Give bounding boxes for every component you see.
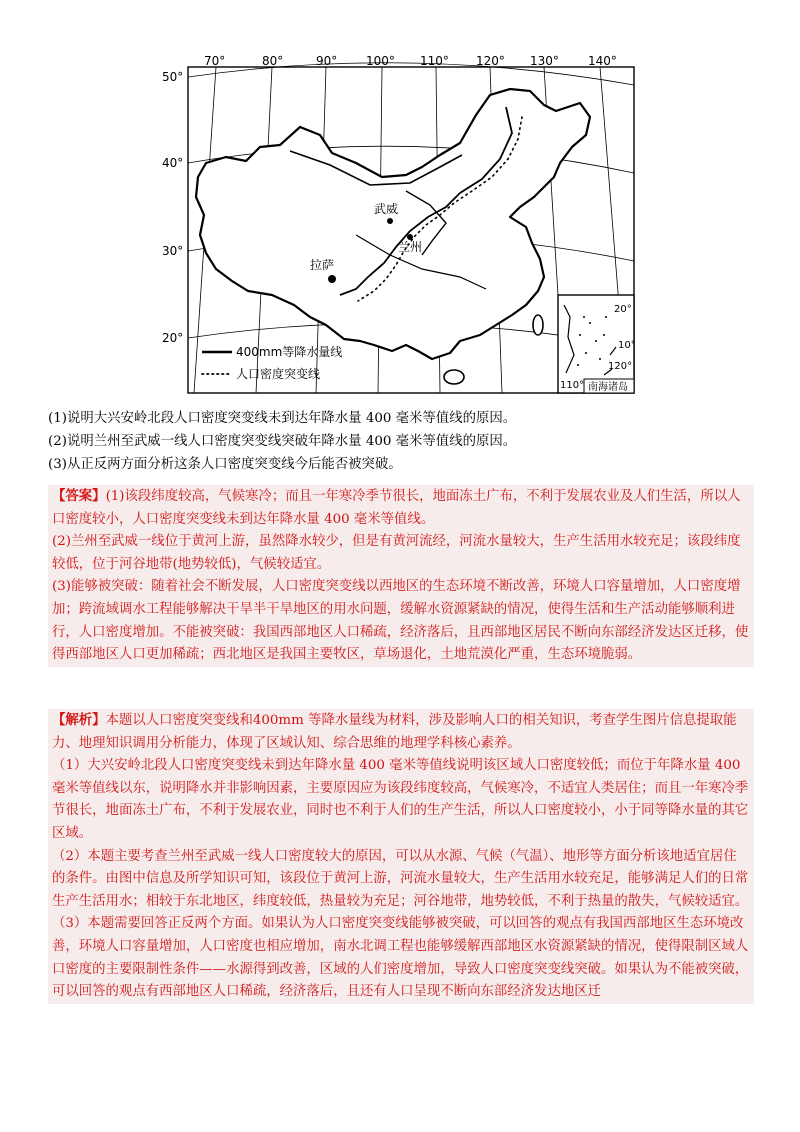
svg-text:120°: 120°: [476, 55, 505, 68]
city-lhasa: 拉萨: [310, 258, 335, 272]
latitude-labels: [162, 70, 183, 345]
analysis-intro: 【解析】本题以人口密度突变线和400mm 等降水量线为材料，涉及影响人口的相关知识，考查学生图片信息提取能力、地理知识调用分析能力，体现了区域认知、综合思维的地理学科核心素养。: [52, 712, 737, 751]
svg-text:50°: 50°: [162, 70, 184, 84]
question-2: (2)说明兰州至武威一线人口密度突变线突破年降水量 400 毫米等值线的原因。: [48, 434, 517, 449]
svg-text:20°: 20°: [614, 304, 632, 315]
svg-text:130°: 130°: [530, 55, 559, 68]
legend-density-line: 人口密度突变线: [236, 367, 321, 381]
hainan-island: [444, 370, 464, 384]
city-lanzhou: 兰州: [398, 240, 423, 254]
svg-text:80°: 80°: [262, 55, 284, 68]
analysis-block: [48, 709, 754, 1004]
svg-text:90°: 90°: [316, 55, 338, 68]
answer-1: 【答案】(1)该段纬度较高，气候寒冷；而且一年寒冷季节很长，地面冻土广布，不利于发展农业及人们生活，所以人口密度较小，人口密度突变线未到达年降水量 400 毫米等值线。: [52, 488, 741, 527]
svg-text:10°: 10°: [618, 340, 636, 351]
lhasa-marker: [328, 275, 336, 283]
longitude-labels: [204, 55, 617, 68]
question-1: (1)说明大兴安岭北段人口密度突变线未到达年降水量 400 毫米等值线的原因。: [48, 411, 517, 426]
svg-text:110°: 110°: [420, 55, 449, 68]
wuwei-marker: [387, 218, 393, 224]
svg-text:30°: 30°: [162, 244, 184, 258]
answer-2: (2)兰州至武威一线位于黄河上游，虽然降水较少，但是有黄河流经，河流水量较大，生产生活用水较充足；该段纬度较低，位于河谷地带(地势较低)，气候较适宜。: [52, 534, 741, 572]
analysis-3: （3）本题需要回答正反两个方面。如果认为人口密度突变线能够被突破，可以回答的观点有我国西部地区生态环境改善，环境人口容量增加，人口密度也相应增加，南水北调工程也能够缓解西部地区水资源紧缺的情况，使得限制区域人口密度的主要限制性条件——水源得到改善，区域的人们密度增加，导致人口密度突变线突破。如果认为不能被突破，可以回答的观点有西部地区人口稀疏，经济落后，且还有人口呈现不断向东部经济发达地区迁: [52, 916, 749, 1000]
legend-rain-line: 400mm等降水量线: [236, 345, 343, 359]
analysis-tag: 【解析】: [52, 712, 106, 728]
question-3: (3)从正反两方面分析这条人口密度突变线今后能否被突破。: [48, 457, 402, 472]
map-figure: [160, 55, 640, 395]
inset-south-china-sea: [558, 295, 636, 393]
china-map: [160, 55, 640, 395]
svg-text:110°: 110°: [560, 380, 585, 391]
analysis-2: （2）本题主要考查兰州至武威一线人口密度较大的原因，可以从水源、气候（气温）、地形等方面分析该地适宜居住的条件。由图中信息及所学知识可知，该段位于黄河上游，河流水量较大，生产生活用水较充足，能够满足人们的日常生产生活用水；相较于东北地区，纬度较低，热量较为充足；河谷地带，地势较低，不利于热量的散失，气候较适宜。: [52, 848, 749, 909]
svg-text:20°: 20°: [162, 331, 184, 345]
svg-text:140°: 140°: [588, 55, 617, 68]
answer-3: (3)能够被突破：随着社会不断发展，人口密度突变线以西地区的生态环境不断改善，环境人口容量增加，人口密度增加；跨流域调水工程能够解决干旱半干旱地区的用水问题，缓解水资源紧缺的情况，使得生活和生产活动能够顺利进行，人口密度增加。不能被突破：我国西部地区人口稀疏，经济落后，且西部地区居民不断向东部经济发达区迁移，使得西部地区人口更加稀疏；西北地区是我国主要牧区，草场退化，土地荒漠化严重，生态环境脆弱。: [52, 579, 749, 663]
analysis-1: （1）大兴安岭北段人口密度突变线未到达年降水量 400 毫米等值线说明该区域人口密度较低；而位于年降水量 400 毫米等值线以东，说明降水并非影响因素，主要原因应为该段纬度较高，气候寒冷，不适宜人类居住；而且一年寒冷季节很长，地面冻土广布，不利于发展农业，同时也不利于人们的生产生活，所以人口密度较小，小于同等降水量的其它区域。: [52, 758, 749, 841]
svg-text:40°: 40°: [162, 156, 184, 170]
taiwan-island: [533, 315, 543, 335]
svg-text:120°: 120°: [608, 361, 633, 372]
svg-text:100°: 100°: [366, 55, 395, 68]
answer-tag: 【答案】: [52, 488, 106, 504]
svg-text:70°: 70°: [204, 55, 226, 68]
city-wuwei: 武威: [374, 202, 399, 216]
inset-caption: 南海诸岛: [588, 382, 628, 393]
answer-block: [48, 485, 754, 667]
